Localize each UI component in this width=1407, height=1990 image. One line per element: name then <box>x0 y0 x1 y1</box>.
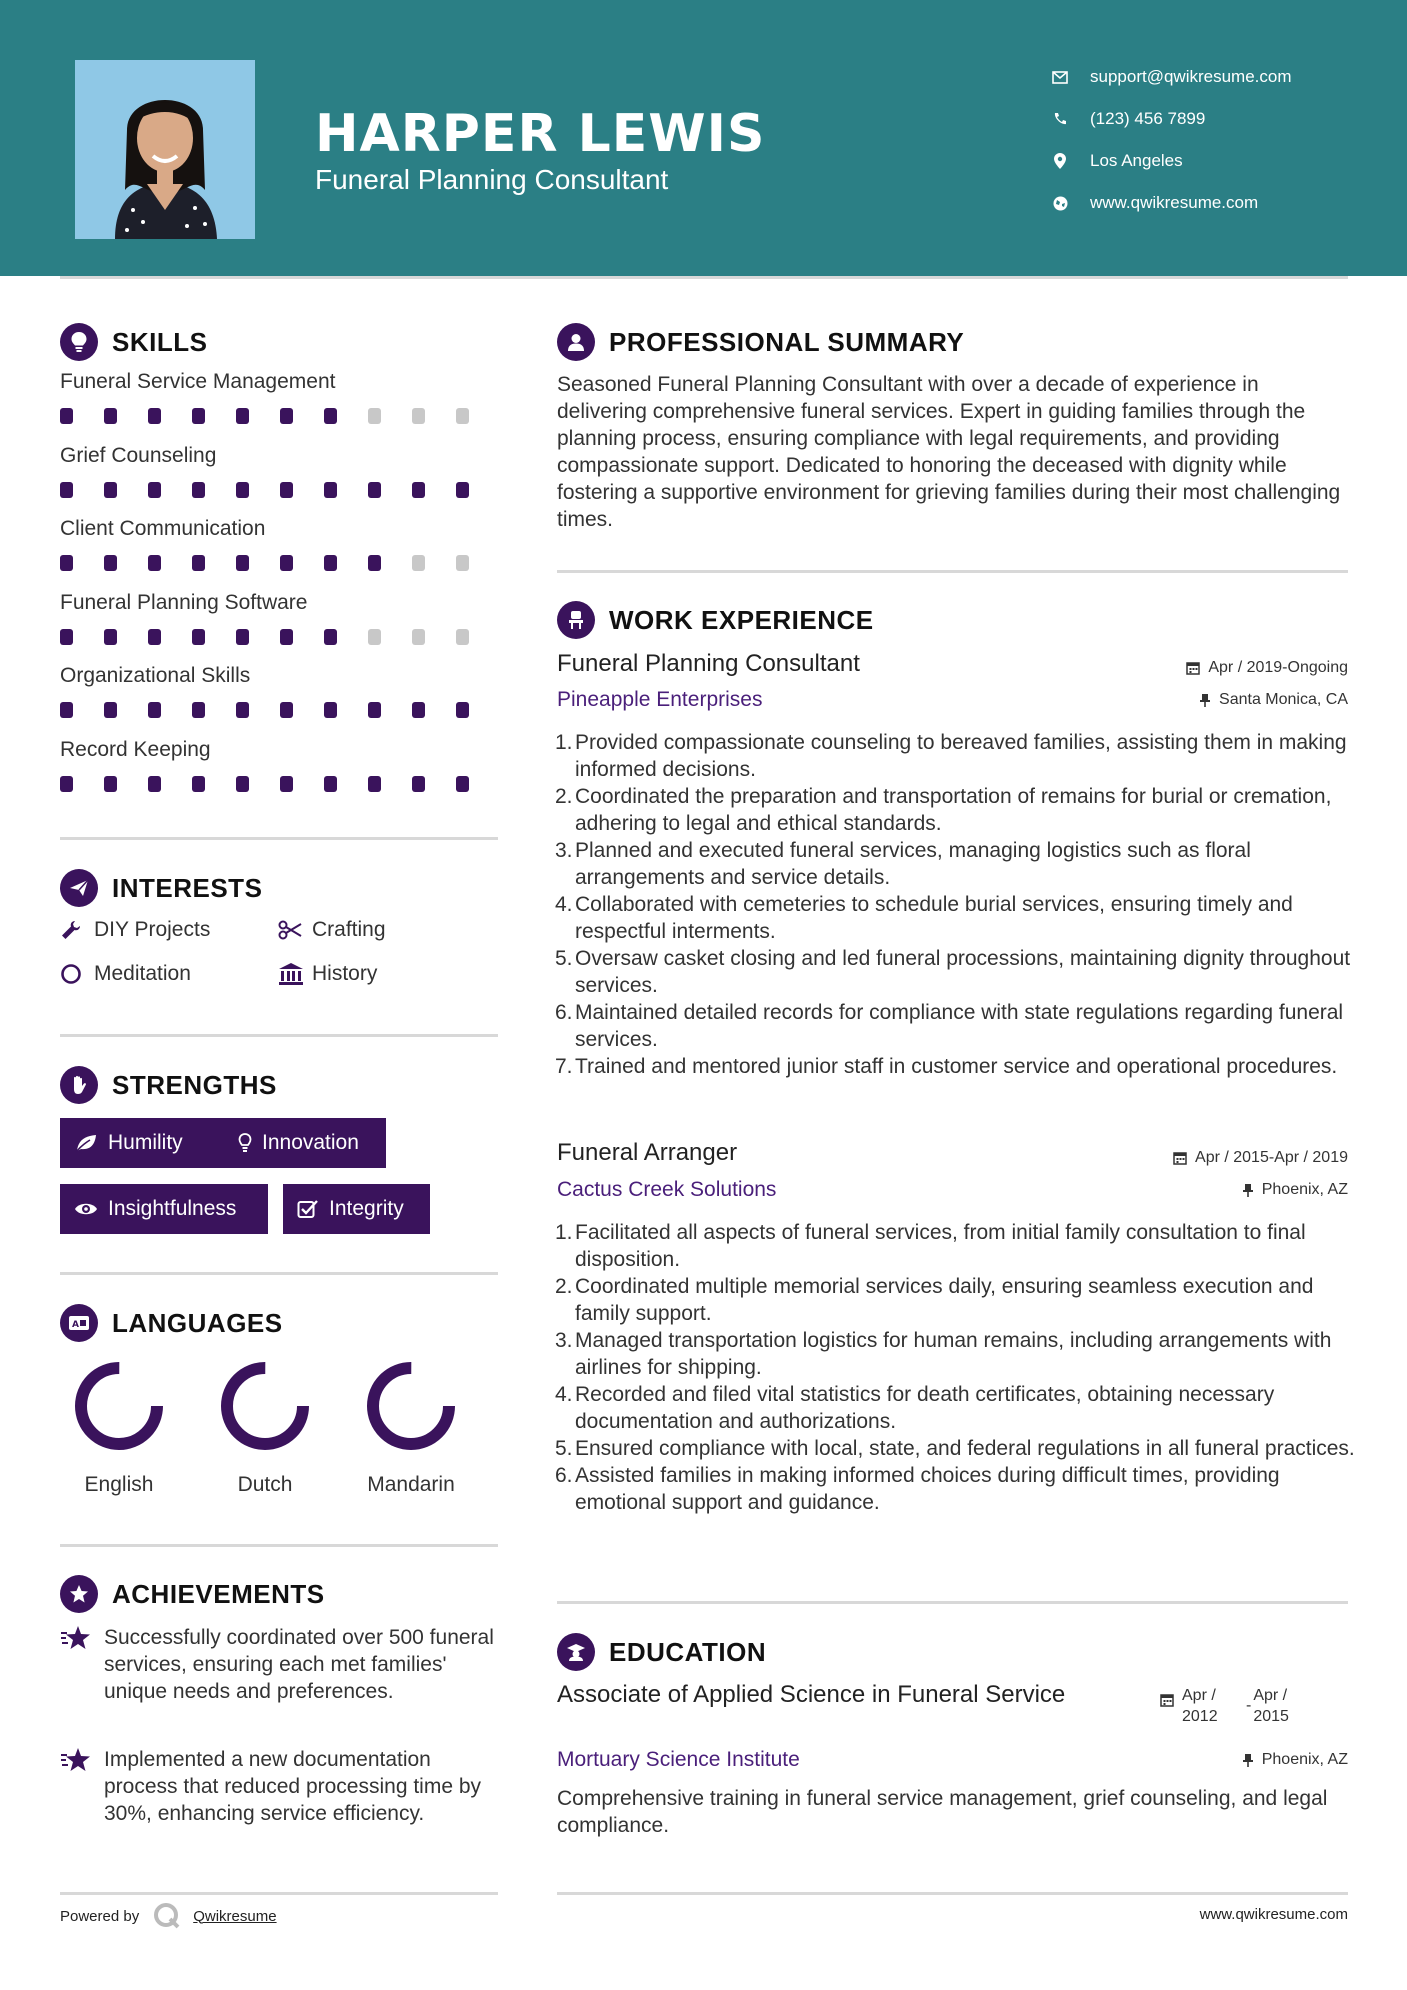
hand-icon <box>60 1066 98 1104</box>
job-duty: 6. Maintained detailed records for compliance with state regulations regarding funeral services. <box>555 1001 1344 1051</box>
rating-dot <box>368 555 381 571</box>
skill-rating <box>60 629 500 645</box>
footer-site[interactable]: www.qwikresume.com <box>1199 1906 1348 1923</box>
resume-header <box>0 0 1407 276</box>
calendar-icon <box>1160 1693 1174 1707</box>
rating-dot <box>104 408 117 424</box>
job-location: Phoenix, AZ <box>1242 1181 1348 1199</box>
skill-rating <box>60 482 500 498</box>
duty-number: 6. <box>555 1001 573 1024</box>
duty-number: 3. <box>555 839 573 862</box>
job-duties-list <box>557 1219 1365 1516</box>
star-badge-icon <box>60 1575 98 1613</box>
leaf-icon <box>74 1133 98 1153</box>
rating-dot <box>280 482 293 498</box>
job-duties-list <box>557 729 1365 1080</box>
rating-dot <box>280 555 293 571</box>
rating-dot <box>412 555 425 571</box>
globe-icon <box>1050 193 1070 213</box>
pin-icon <box>1242 1753 1254 1767</box>
language-level-ring <box>217 1358 313 1454</box>
education-description: Comprehensive training in funeral service management, grief counseling, and legal compliance. <box>557 1787 1328 1837</box>
language-name: Mandarin <box>367 1473 455 1496</box>
rating-dot <box>192 482 205 498</box>
company-name: Cactus Creek Solutions <box>557 1178 777 1201</box>
rating-dot <box>456 408 469 424</box>
school-name: Mortuary Science Institute <box>557 1748 800 1771</box>
rating-dot <box>236 629 249 645</box>
paper-plane-icon <box>60 869 98 907</box>
rating-dot <box>192 629 205 645</box>
rating-dot <box>104 482 117 498</box>
job-duty: 2. Coordinated the preparation and transportation of remains for burial or cremation, adhering to legal and ethical standards. <box>555 785 1332 835</box>
divider <box>60 1272 498 1275</box>
language-item <box>192 1358 338 1497</box>
degree-title: Associate of Applied Science in Funeral Service <box>557 1681 1066 1708</box>
strength-tag: Innovation <box>224 1118 386 1168</box>
job-dates: Apr / 2019-Ongoing <box>1186 659 1348 677</box>
language-level-arc <box>227 1368 303 1444</box>
skills-heading: SKILLS <box>60 323 207 361</box>
rating-dot <box>104 629 117 645</box>
museum-icon <box>278 962 304 986</box>
language-item <box>46 1358 192 1497</box>
rating-dot <box>368 776 381 792</box>
rating-dot <box>236 482 249 498</box>
rating-dot <box>192 408 205 424</box>
interest-item: DIY Projects <box>60 918 210 942</box>
language-level-arc <box>81 1368 157 1444</box>
skill-item <box>60 444 500 498</box>
rating-dot <box>368 408 381 424</box>
skill-rating <box>60 408 500 424</box>
education-location: Phoenix, AZ <box>1242 1751 1348 1769</box>
duty-number: 1. <box>555 1221 573 1244</box>
rating-dot <box>104 702 117 718</box>
rating-dot <box>280 702 293 718</box>
job-duty: 2. Coordinated multiple memorial services daily, ensuring seamless execution and family support. <box>555 1275 1314 1325</box>
rating-dot <box>148 408 161 424</box>
star-icon <box>60 1624 104 1705</box>
rating-dot <box>280 408 293 424</box>
strength-tag: Integrity <box>283 1184 430 1234</box>
rating-dot <box>412 776 425 792</box>
skill-rating <box>60 555 500 571</box>
skill-name: Funeral Service Management <box>60 370 336 393</box>
skill-item <box>60 664 500 718</box>
svg-text:A: A <box>72 1320 79 1330</box>
rating-dot <box>148 482 161 498</box>
contact-phone[interactable]: (123) 456 7899 <box>1050 98 1292 140</box>
skill-name: Organizational Skills <box>60 664 251 687</box>
skill-name: Funeral Planning Software <box>60 590 308 614</box>
rating-dot <box>368 482 381 498</box>
rating-dot <box>280 776 293 792</box>
rating-dot <box>60 482 73 498</box>
divider <box>60 1034 498 1037</box>
rating-dot <box>324 702 337 718</box>
job-duty: 4. Recorded and filed vital statistics for death certificates, obtaining necessary documentation and authorizations. <box>555 1383 1275 1433</box>
user-icon <box>557 323 595 361</box>
education-dates: Apr / 2012 - Apr / 2015 <box>1160 1685 1305 1727</box>
job-duty: 6. Assisted families in making informed choices during difficult times, providing emotional support and guidance. <box>555 1464 1280 1514</box>
rating-dot <box>60 702 73 718</box>
duty-number: 2. <box>555 785 573 808</box>
rating-dot <box>148 776 161 792</box>
rating-dot <box>104 776 117 792</box>
job-duty: 5. Oversaw casket closing and led funeral processions, maintaining dignity throughout services. <box>555 947 1351 997</box>
rating-dot <box>456 702 469 718</box>
skill-item <box>60 517 500 571</box>
language-item <box>338 1358 484 1497</box>
language-level-arc <box>373 1368 449 1444</box>
achievement-item: Successfully coordinated over 500 funeral services, ensuring each met families' unique needs and preferences. <box>60 1624 500 1705</box>
rating-dot <box>412 629 425 645</box>
lightbulb-icon <box>238 1133 252 1153</box>
contact-location: Los Angeles <box>1050 140 1292 182</box>
footer-powered-by: Powered by Qwikresume <box>60 1902 277 1930</box>
rating-dot <box>236 702 249 718</box>
envelope-icon <box>1050 67 1070 87</box>
rating-dot <box>412 702 425 718</box>
rating-dot <box>192 702 205 718</box>
calendar-icon <box>1173 1151 1187 1165</box>
rating-dot <box>236 408 249 424</box>
company-name: Pineapple Enterprises <box>557 688 763 711</box>
duty-number: 2. <box>555 1275 573 1298</box>
pin-icon <box>1242 1183 1254 1197</box>
duty-number: 5. <box>555 1437 573 1460</box>
experience-heading: WORK EXPERIENCE <box>557 601 874 639</box>
skill-item <box>60 591 500 645</box>
pin-icon <box>1199 693 1211 707</box>
rating-dot <box>280 629 293 645</box>
rating-dot <box>148 555 161 571</box>
job-title: Funeral Arranger <box>557 1139 738 1166</box>
job-title: Funeral Planning Consultant <box>557 650 860 677</box>
duty-number: 1. <box>555 731 573 754</box>
rating-dot <box>456 776 469 792</box>
skill-item <box>60 738 500 792</box>
rating-dot <box>236 776 249 792</box>
contact-website[interactable]: www.qwikresume.com <box>1050 182 1292 224</box>
rating-dot <box>60 629 73 645</box>
achievements-heading: ACHIEVEMENTS <box>60 1575 325 1613</box>
rating-dot <box>412 408 425 424</box>
job-duty: 4. Collaborated with cemeteries to schedule burial services, ensuring timely and respectful interments. <box>555 893 1293 943</box>
interest-item: Crafting <box>278 918 386 942</box>
job-duty: 1. Facilitated all aspects of funeral services, from initial family consultation to final disposition. <box>555 1221 1306 1271</box>
duty-number: 6. <box>555 1464 573 1487</box>
duty-number: 4. <box>555 1383 573 1406</box>
rating-dot <box>148 702 161 718</box>
summary-text: Seasoned Funeral Planning Consultant with over a decade of experience in delivering comprehensive funeral services. Expert in guiding families through the planning process, ensuring compliance with legal requirements, and providing compassionate support. Dedicated to honoring the deceased with dignity while fostering a supportive environment for grieving families during their most challenging times. <box>557 373 1341 531</box>
duty-number: 3. <box>555 1329 573 1352</box>
rating-dot <box>456 629 469 645</box>
qwikresume-link[interactable]: Qwikresume <box>193 1907 277 1925</box>
scissors-icon <box>278 918 304 942</box>
lightbulb-icon <box>60 323 98 361</box>
rating-dot <box>456 482 469 498</box>
skill-name: Record Keeping <box>60 737 211 761</box>
id-card-icon <box>60 1304 98 1342</box>
strength-tag: Insightfulness <box>60 1184 268 1234</box>
divider <box>557 1601 1348 1604</box>
rating-dot <box>324 555 337 571</box>
skill-rating <box>60 702 500 718</box>
divider <box>60 837 498 840</box>
rating-dot <box>60 555 73 571</box>
rating-dot <box>236 555 249 571</box>
divider <box>557 570 1348 573</box>
chair-icon <box>557 601 595 639</box>
divider <box>60 1544 498 1547</box>
interests-heading: INTERESTS <box>60 869 262 907</box>
job-duty: 3. Planned and executed funeral services, managing logistics such as floral arrangements and service details. <box>555 839 1251 889</box>
calendar-icon <box>1186 661 1200 675</box>
divider <box>557 1892 1348 1895</box>
eye-icon <box>74 1201 98 1217</box>
strength-tag: Humility <box>60 1118 256 1168</box>
rating-dot <box>324 629 337 645</box>
wrench-icon <box>60 918 86 942</box>
rating-dot <box>104 555 117 571</box>
candidate-name: HARPER LEWIS <box>315 104 766 164</box>
duty-number: 5. <box>555 947 573 970</box>
rating-dot <box>412 482 425 498</box>
job-duty: 5. Ensured compliance with local, state, and federal regulations in all funeral practices. <box>555 1437 1355 1460</box>
job-duty: 3. Managed transportation logistics for human remains, including arrangements with airlines for shipping. <box>555 1329 1332 1379</box>
job-location: Santa Monica, CA <box>1199 691 1348 709</box>
qwikresume-logo-icon <box>153 1902 181 1930</box>
check-square-icon <box>297 1199 319 1219</box>
rating-dot <box>324 776 337 792</box>
job-duty: 7. Trained and mentored junior staff in customer service and operational procedures. <box>555 1055 1338 1078</box>
header-divider <box>60 276 1348 279</box>
language-level-ring <box>71 1358 167 1454</box>
rating-dot <box>192 776 205 792</box>
language-name: English <box>84 1473 154 1496</box>
phone-icon <box>1050 109 1070 129</box>
job-duty: 1. Provided compassionate counseling to bereaved families, assisting them in making informed decisions. <box>555 731 1347 781</box>
rating-dot <box>368 629 381 645</box>
skill-name: Grief Counseling <box>60 443 217 467</box>
rating-dot <box>192 555 205 571</box>
achievement-item: Implemented a new documentation process that reduced processing time by 30%, enhancing service efficiency. <box>60 1746 500 1827</box>
candidate-role: Funeral Planning Consultant <box>315 164 669 195</box>
rating-dot <box>148 629 161 645</box>
skill-item <box>60 370 500 424</box>
circle-icon <box>60 962 86 986</box>
interest-item: History <box>278 962 377 986</box>
location-pin-icon <box>1050 151 1070 171</box>
job-dates: Apr / 2015-Apr / 2019 <box>1173 1149 1348 1167</box>
star-icon <box>60 1746 104 1827</box>
contact-email[interactable]: support@qwikresume.com <box>1050 56 1292 98</box>
interest-item: Meditation <box>60 962 191 986</box>
rating-dot <box>324 482 337 498</box>
education-heading: EDUCATION <box>557 1633 766 1671</box>
rating-dot <box>368 702 381 718</box>
language-name: Dutch <box>237 1473 293 1496</box>
contact-list <box>1050 56 1292 224</box>
strengths-heading: STRENGTHS <box>60 1066 277 1104</box>
duty-number: 4. <box>555 893 573 916</box>
languages-heading: A LANGUAGES <box>60 1304 283 1342</box>
duty-number: 7. <box>555 1055 573 1078</box>
graduate-icon <box>557 1633 595 1671</box>
rating-dot <box>60 776 73 792</box>
rating-dot <box>60 408 73 424</box>
rating-dot <box>324 408 337 424</box>
skill-name: Client Communication <box>60 517 266 540</box>
divider <box>60 1892 498 1895</box>
summary-heading: PROFESSIONAL SUMMARY <box>557 323 964 361</box>
profile-photo <box>75 60 255 239</box>
skill-rating <box>60 776 500 792</box>
language-level-ring <box>363 1358 459 1454</box>
rating-dot <box>456 555 469 571</box>
